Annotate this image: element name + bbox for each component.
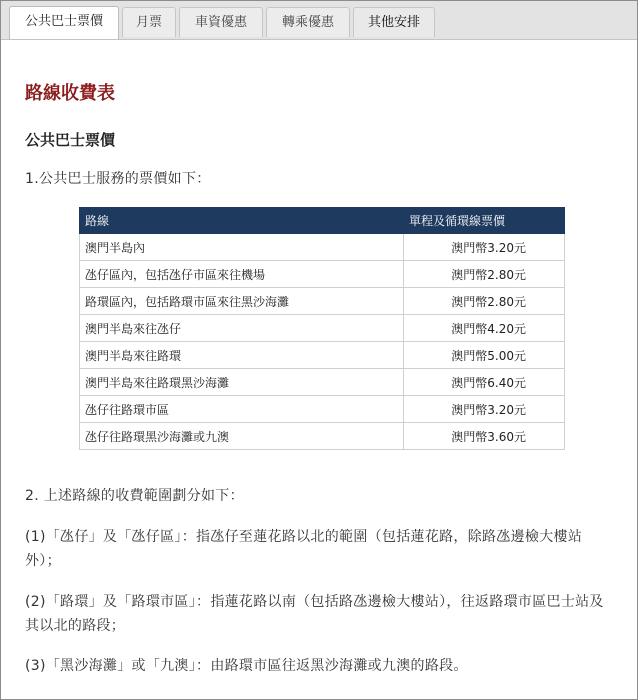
table-row	[80, 342, 565, 369]
route-cell: 澳門半島來往路環	[80, 342, 404, 369]
tab-bus-fare[interactable]: 公共巴士票價	[9, 6, 119, 39]
route-cell: 路環區內，包括路環市區來往黑沙海灘	[80, 288, 404, 315]
tab-bar	[1, 1, 637, 40]
section-heading: 公共巴士票價	[25, 131, 116, 149]
fare-cell: 澳門幣3.60元	[404, 423, 565, 450]
table-row	[80, 369, 565, 396]
route-cell: 澳門半島內	[80, 234, 404, 261]
table-row	[80, 261, 565, 288]
fare-cell: 澳門幣3.20元	[404, 234, 565, 261]
tab-transfer-discount[interactable]: 轉乘優惠	[266, 7, 350, 37]
intro-text: 1.公共巴士服務的票價如下：	[25, 171, 211, 187]
header-fare: 單程及循環線票價	[404, 208, 565, 234]
fare-cell: 澳門幣3.20元	[404, 396, 565, 423]
header-route: 路線	[80, 208, 404, 234]
table-row	[80, 396, 565, 423]
tab-other-arrangements[interactable]: 其他安排	[353, 7, 435, 37]
zone-note-1: (1)「氹仔」及「氹仔區」：指氹仔至蓮花路以北的範圍（包括蓮花路，除路氹邊檢大樓站外）；	[25, 529, 583, 569]
table-row	[80, 315, 565, 342]
fare-cell: 澳門幣5.00元	[404, 342, 565, 369]
table-header-row	[80, 208, 565, 234]
page-title: 路線收費表	[25, 83, 115, 104]
route-cell: 氹仔區內，包括氹仔市區來往機場	[80, 261, 404, 288]
table-row	[80, 288, 565, 315]
route-cell: 氹仔往路環市區	[80, 396, 404, 423]
table-row	[80, 234, 565, 261]
fare-cell: 澳門幣2.80元	[404, 261, 565, 288]
zone-note-3: (3)「黑沙海灘」或「九澳」：由路環市區往返黑沙海灘或九澳的路段。	[25, 658, 468, 674]
zones-intro-text: 2. 上述路線的收費範圍劃分如下：	[25, 488, 244, 504]
fare-cell: 澳門幣2.80元	[404, 288, 565, 315]
tab-content	[1, 40, 637, 700]
table-row	[80, 423, 565, 450]
tab-fare-discount[interactable]: 車資優惠	[179, 7, 263, 37]
fare-cell: 澳門幣6.40元	[404, 369, 565, 396]
zone-note-2: (2)「路環」及「路環市區」：指蓮花路以南（包括路氹邊檢大樓站），往返路環市區巴士站及其以北的路段；	[25, 594, 604, 634]
route-cell: 氹仔往路環黑沙海灘或九澳	[80, 423, 404, 450]
fare-cell: 澳門幣4.20元	[404, 315, 565, 342]
route-cell: 澳門半島來往氹仔	[80, 315, 404, 342]
fare-table	[79, 207, 565, 450]
route-cell: 澳門半島來往路環黑沙海灘	[80, 369, 404, 396]
tab-monthly-pass[interactable]: 月票	[122, 7, 176, 37]
